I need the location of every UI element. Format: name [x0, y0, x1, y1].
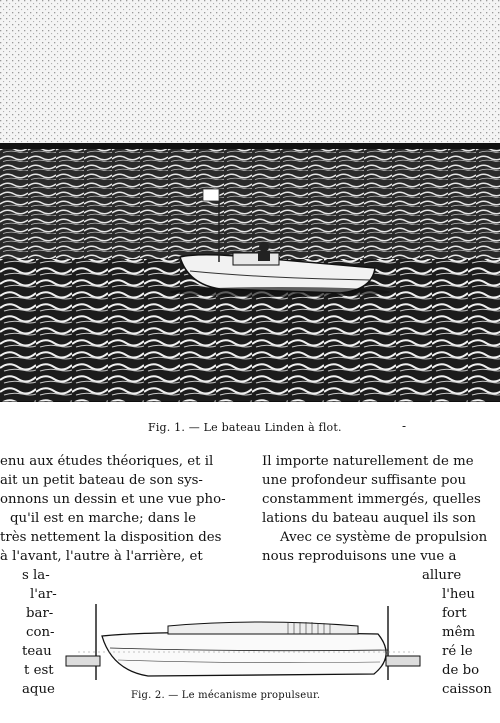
text-line: Il importe naturellement de me	[262, 454, 474, 469]
text-line: nous reproduisons une vue a	[262, 549, 457, 564]
text-line: lations du bateau auquel ils son	[262, 511, 476, 526]
text-line: constamment immergés, quelles	[262, 492, 481, 507]
figure-1-caption: Fig. 1. — Le bateau Linden à flot.	[148, 421, 342, 434]
text-line: très nettement la disposition des	[0, 530, 222, 545]
text-line: l'ar-	[30, 587, 57, 602]
text-line: à l'avant, l'autre à l'arrière, et	[0, 549, 203, 564]
text-line: onnons un dessin et une vue pho-	[0, 492, 226, 507]
text-line: Avec ce système de propulsion	[280, 530, 488, 545]
text-line: fort	[442, 606, 467, 621]
text-line: s la-	[22, 568, 50, 583]
sea-far	[0, 149, 500, 259]
text-line: enu aux études théoriques, et il	[0, 454, 214, 469]
figure-2-drawing	[58, 596, 428, 688]
text-line: ait un petit bateau de son sys-	[0, 473, 203, 488]
page-mark: -	[402, 419, 407, 433]
text-line: qu'il est en marche; dans le	[10, 511, 197, 526]
text-line: ré le	[442, 644, 473, 659]
text-line: bar-	[26, 606, 54, 621]
sky	[0, 0, 500, 146]
text-line: une profondeur suffisante pou	[262, 473, 467, 488]
figure-2-caption: Fig. 2. — Le mécanisme propulseur.	[131, 690, 321, 701]
text-line: teau	[22, 644, 52, 659]
flag	[203, 189, 219, 201]
text-line: t est	[24, 663, 54, 678]
horizon	[0, 143, 500, 149]
text-line: aque	[22, 682, 55, 697]
text-line: con-	[26, 625, 55, 640]
text-line: l'heu	[442, 587, 475, 602]
text-line: mêm	[442, 625, 476, 640]
text-line: de bo	[442, 663, 480, 678]
text-line: allure	[422, 568, 462, 583]
text-line: caisson	[442, 682, 492, 697]
